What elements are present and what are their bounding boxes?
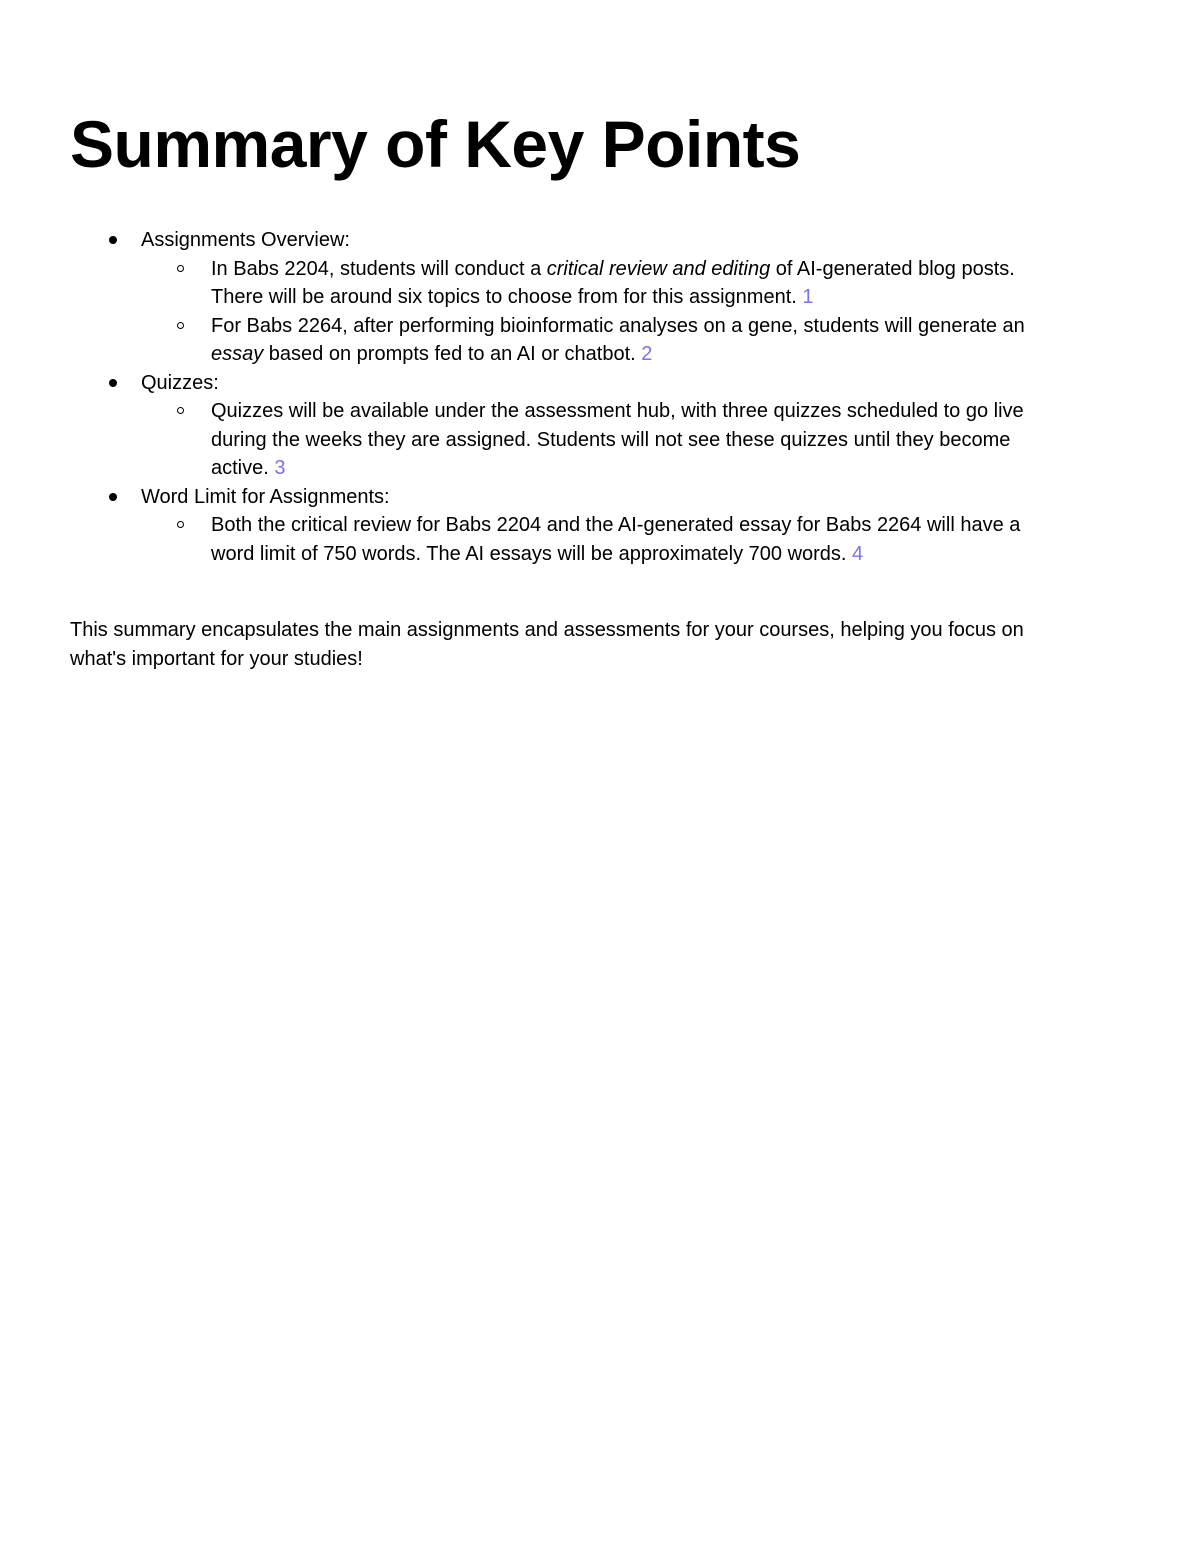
text-segment: active. — [211, 457, 275, 479]
text-line — [211, 255, 1111, 284]
text-line — [211, 454, 1111, 483]
key-points-list — [0, 226, 1200, 568]
text-segment: There will be around six topics to choose from for this assignment. — [211, 286, 803, 308]
citation-link[interactable]: 2 — [641, 343, 653, 365]
bullet-circle-icon — [177, 521, 184, 528]
sub-list-item — [0, 397, 1111, 483]
closing-paragraph — [70, 616, 1140, 673]
list-item — [0, 226, 1200, 369]
bullet-disc-icon — [109, 379, 117, 387]
text-line: during the weeks they are assigned. Students will not see these quizzes until they become — [211, 428, 1011, 451]
text-line — [211, 340, 1111, 369]
bullet-circle-icon — [177, 265, 184, 272]
text-line: what's important for your studies! — [70, 647, 363, 670]
text-segment: In Babs 2204, students will conduct a — [211, 257, 547, 280]
citation-link[interactable]: 1 — [802, 286, 814, 308]
list-item — [0, 483, 1200, 569]
text-line: For Babs 2264, after performing bioinformatic analyses on a gene, students will generate an — [211, 314, 1025, 337]
text-segment: based on prompts fed to an AI or chatbot. — [263, 343, 642, 365]
section-heading: Word Limit for Assignments: — [141, 485, 390, 508]
text-segment: of AI-generated blog posts. — [770, 257, 1015, 280]
bullet-circle-icon — [177, 322, 184, 329]
bullet-circle-icon — [177, 407, 184, 414]
emphasis-text: essay — [211, 343, 264, 365]
sub-list — [141, 511, 1200, 568]
bullet-disc-icon — [109, 236, 117, 244]
sub-list-item — [0, 511, 1111, 568]
emphasis-text: critical review and editing — [546, 257, 771, 280]
section-heading: Quizzes: — [141, 371, 219, 394]
section-heading: Assignments Overview: — [141, 229, 350, 251]
text-segment: word limit of 750 words. The AI essays will be approximately 700 words. — [211, 542, 853, 565]
sub-list — [141, 397, 1200, 483]
text-line — [211, 283, 1111, 312]
sub-list-item — [0, 255, 1111, 312]
text-line: Quizzes will be available under the assessment hub, with three quizzes scheduled to go live — [211, 400, 1024, 422]
list-item — [0, 369, 1200, 483]
bullet-disc-icon — [109, 493, 117, 501]
citation-link[interactable]: 3 — [274, 457, 286, 479]
text-line: Both the critical review for Babs 2204 and the AI-generated essay for Babs 2264 will have a — [211, 514, 1021, 536]
text-line: This summary encapsulates the main assignments and assessments for your courses, helping you focus on — [70, 619, 1024, 641]
text-line — [211, 540, 1111, 569]
sub-list — [141, 255, 1200, 369]
sub-list-item — [0, 312, 1111, 369]
citation-link[interactable]: 4 — [852, 542, 864, 565]
page-title: Summary of Key Points — [70, 107, 801, 181]
